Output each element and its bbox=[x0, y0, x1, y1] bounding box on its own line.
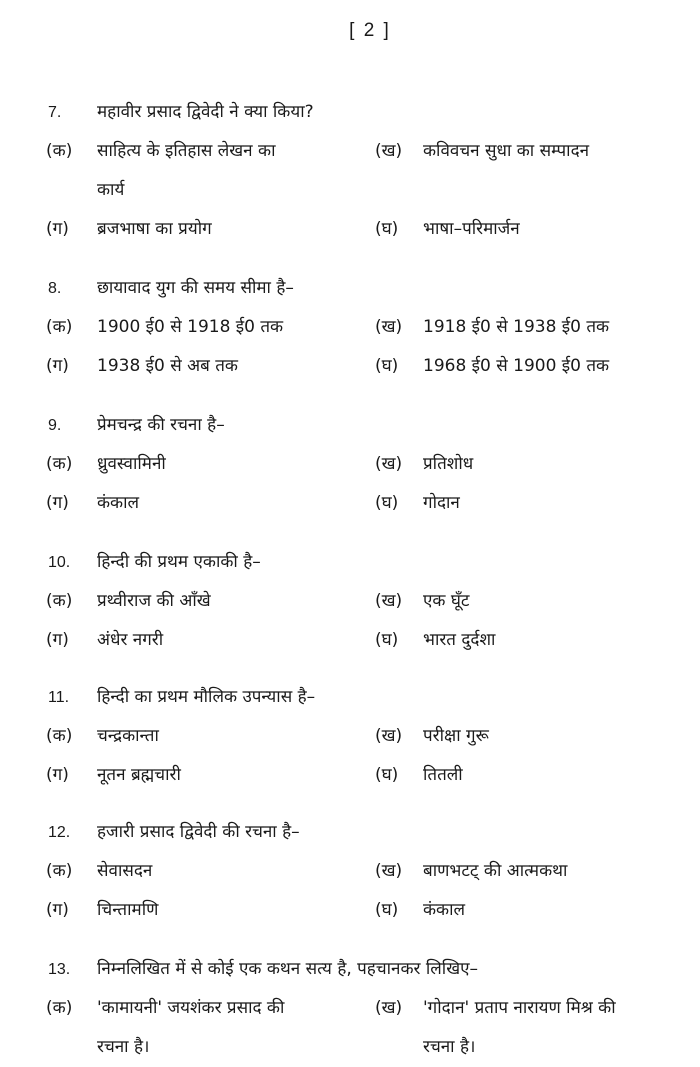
question-text: प्रेमचन्द्र की रचना है– bbox=[97, 415, 225, 435]
question-number: 8. bbox=[48, 280, 62, 297]
option-label: (क) bbox=[46, 317, 73, 337]
question-line bbox=[0, 269, 700, 308]
question-number: 7. bbox=[48, 104, 62, 121]
option-text: परीक्षा गुरू bbox=[423, 726, 489, 746]
option-text: 1918 ई0 से 1938 ई0 तक bbox=[423, 317, 610, 337]
question-line bbox=[0, 93, 700, 132]
option-text: 1968 ई0 से 1900 ई0 तक bbox=[423, 356, 610, 376]
question-line bbox=[0, 950, 700, 989]
option-continuation-row bbox=[0, 1028, 700, 1067]
option-continuation-row bbox=[0, 171, 700, 210]
option-text: अंधेर नगरी bbox=[97, 630, 164, 650]
option-text: प्रथ्वीराज की आँखे bbox=[97, 591, 211, 611]
option-label: (ग) bbox=[46, 219, 69, 239]
option-text: चन्द्रकान्ता bbox=[97, 726, 159, 746]
option-text: सेवासदन bbox=[97, 861, 153, 881]
question-11 bbox=[0, 678, 700, 795]
option-text: 'गोदान' प्रताप नारायण मिश्र की bbox=[423, 998, 616, 1018]
option-row bbox=[0, 621, 700, 660]
option-label: (क) bbox=[46, 591, 73, 611]
option-row bbox=[0, 989, 700, 1028]
option-text: चिन्तामणि bbox=[97, 900, 159, 920]
question-text: हिन्दी का प्रथम मौलिक उपन्यास है– bbox=[97, 687, 316, 707]
option-label: (घ) bbox=[375, 219, 399, 239]
option-row bbox=[0, 347, 700, 386]
option-text: 1900 ई0 से 1918 ई0 तक bbox=[97, 317, 284, 337]
question-number: 13. bbox=[48, 961, 71, 978]
option-label: (घ) bbox=[375, 900, 399, 920]
option-row bbox=[0, 582, 700, 621]
question-line bbox=[0, 813, 700, 852]
option-text: तितली bbox=[423, 765, 463, 785]
option-label: (ग) bbox=[46, 900, 69, 920]
option-label: (क) bbox=[46, 726, 73, 746]
question-number: 11. bbox=[48, 689, 70, 706]
option-label: (ख) bbox=[375, 454, 403, 474]
option-text: भाषा–परिमार्जन bbox=[423, 219, 520, 239]
option-label: (ग) bbox=[46, 630, 69, 650]
option-text: 'कामायनी' जयशंकर प्रसाद की bbox=[97, 998, 285, 1018]
option-label: (ग) bbox=[46, 493, 69, 513]
option-label: (ख) bbox=[375, 726, 403, 746]
option-text: 1938 ई0 से अब तक bbox=[97, 356, 238, 376]
option-row bbox=[0, 852, 700, 891]
option-row bbox=[0, 308, 700, 347]
option-label: (क) bbox=[46, 454, 73, 474]
question-number: 12. bbox=[48, 824, 71, 841]
option-text: प्रतिशोध bbox=[423, 454, 474, 474]
question-number: 10. bbox=[48, 554, 71, 571]
option-text-continuation: रचना है। bbox=[97, 1037, 150, 1057]
option-text: बाणभटट् की आत्मकथा bbox=[423, 861, 568, 881]
option-row bbox=[0, 756, 700, 795]
option-label: (ख) bbox=[375, 998, 403, 1018]
question-text: निम्नलिखित में से कोई एक कथन सत्य है, पहचानकर लिखिए– bbox=[97, 959, 479, 979]
option-text: भारत दुर्दशा bbox=[423, 630, 496, 650]
question-10 bbox=[0, 543, 700, 660]
option-row bbox=[0, 445, 700, 484]
question-12 bbox=[0, 813, 700, 930]
option-text: नूतन ब्रह्मचारी bbox=[97, 765, 181, 785]
question-line bbox=[0, 678, 700, 717]
option-text: गोदान bbox=[423, 493, 460, 513]
question-7 bbox=[0, 93, 700, 249]
option-label: (क) bbox=[46, 861, 73, 881]
option-text: ब्रजभाषा का प्रयोग bbox=[97, 219, 212, 239]
option-label: (ग) bbox=[46, 765, 69, 785]
option-text: कविवचन सुधा का सम्पादन bbox=[423, 141, 590, 161]
option-text: कंकाल bbox=[97, 493, 140, 513]
question-line bbox=[0, 406, 700, 445]
option-text: साहित्य के इतिहास लेखन का bbox=[97, 141, 276, 161]
option-row bbox=[0, 891, 700, 930]
option-label: (क) bbox=[46, 998, 73, 1018]
question-text: हिन्दी की प्रथम एकाकी है– bbox=[97, 552, 261, 572]
question-text: हजारी प्रसाद द्विवेदी की रचना है– bbox=[97, 822, 300, 842]
question-text: छायावाद युग की समय सीमा है– bbox=[97, 278, 294, 298]
question-8 bbox=[0, 269, 700, 386]
option-label: (घ) bbox=[375, 630, 399, 650]
option-label: (घ) bbox=[375, 356, 399, 376]
option-text: कंकाल bbox=[423, 900, 466, 920]
option-text-continuation: कार्य bbox=[97, 180, 125, 200]
question-13 bbox=[0, 950, 700, 1067]
page-number: [ 2 ] bbox=[349, 20, 391, 41]
option-label: (ख) bbox=[375, 317, 403, 337]
option-label: (ख) bbox=[375, 141, 403, 161]
option-label: (ख) bbox=[375, 861, 403, 881]
question-line bbox=[0, 543, 700, 582]
question-number: 9. bbox=[48, 417, 62, 434]
option-row bbox=[0, 717, 700, 756]
question-9 bbox=[0, 406, 700, 523]
option-row bbox=[0, 210, 700, 249]
option-label: (क) bbox=[46, 141, 73, 161]
question-text: महावीर प्रसाद द्विवेदी ने क्या किया? bbox=[97, 102, 314, 122]
option-text: ध्रुवस्वामिनी bbox=[97, 454, 166, 474]
option-label: (घ) bbox=[375, 493, 399, 513]
option-label: (ख) bbox=[375, 591, 403, 611]
option-row bbox=[0, 132, 700, 171]
option-text: एक घूँट bbox=[423, 591, 470, 611]
option-row bbox=[0, 484, 700, 523]
option-label: (घ) bbox=[375, 765, 399, 785]
option-text-continuation: रचना है। bbox=[423, 1037, 476, 1057]
option-label: (ग) bbox=[46, 356, 69, 376]
